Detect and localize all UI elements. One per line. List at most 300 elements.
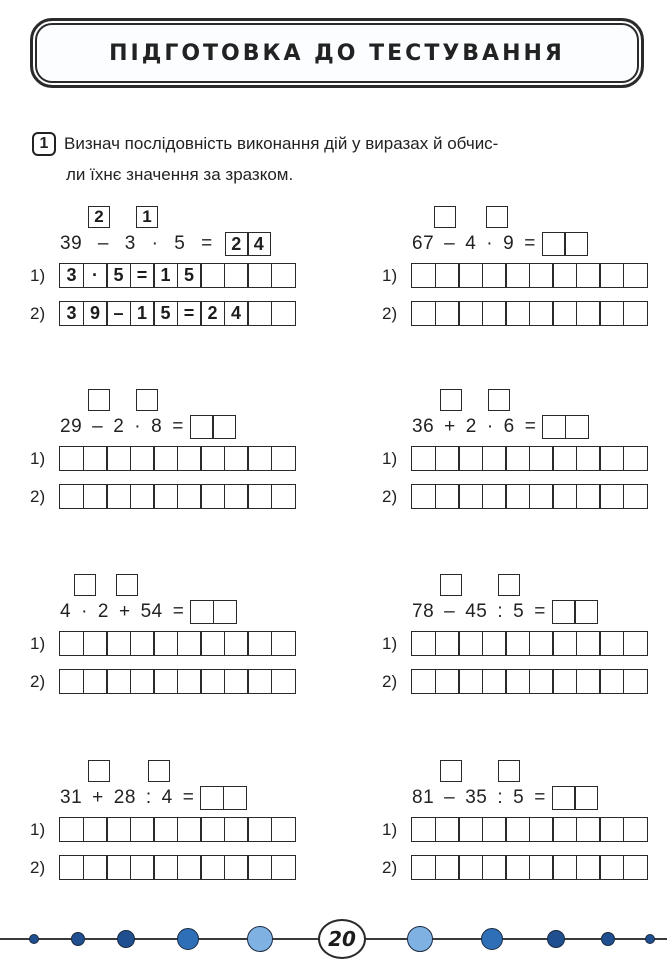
footer-dot bbox=[481, 928, 503, 950]
grid-cell[interactable] bbox=[552, 263, 577, 288]
operator: : bbox=[497, 601, 504, 623]
operand: 4 bbox=[161, 787, 173, 809]
step-label: 1) bbox=[382, 266, 398, 285]
grid-cell[interactable]: 5 bbox=[106, 263, 131, 288]
grid-cell[interactable] bbox=[576, 855, 601, 880]
grid-cell[interactable] bbox=[224, 855, 249, 880]
grid-cell[interactable] bbox=[411, 631, 436, 656]
grid-cell[interactable] bbox=[247, 446, 272, 471]
operand: 5 bbox=[513, 601, 525, 623]
operand: 35 bbox=[465, 787, 488, 809]
grid-cell[interactable] bbox=[411, 301, 436, 326]
grid-cell[interactable] bbox=[271, 669, 296, 694]
step-label: 2) bbox=[30, 858, 46, 877]
grid-cell[interactable] bbox=[83, 817, 108, 842]
grid-cell[interactable] bbox=[271, 631, 296, 656]
grid-cell[interactable] bbox=[552, 855, 577, 880]
grid-cell[interactable] bbox=[200, 669, 225, 694]
grid-cell[interactable] bbox=[106, 669, 131, 694]
grid-cell[interactable] bbox=[552, 817, 577, 842]
grid-cell[interactable] bbox=[247, 263, 272, 288]
answer-digit[interactable] bbox=[223, 786, 247, 810]
step-grid[interactable] bbox=[411, 631, 648, 657]
order-box[interactable]: 1 bbox=[136, 206, 158, 228]
footer-dot bbox=[601, 932, 615, 946]
grid-cell[interactable] bbox=[59, 484, 84, 509]
step-label: 2) bbox=[382, 858, 398, 877]
grid-cell[interactable] bbox=[576, 817, 601, 842]
answer-boxes[interactable] bbox=[552, 786, 599, 810]
grid-cell[interactable] bbox=[435, 669, 460, 694]
grid-cell[interactable] bbox=[599, 446, 624, 471]
footer-dot bbox=[71, 932, 85, 946]
grid-cell[interactable] bbox=[505, 446, 530, 471]
grid-cell[interactable] bbox=[458, 301, 483, 326]
grid-cell[interactable] bbox=[200, 631, 225, 656]
grid-cell[interactable] bbox=[505, 263, 530, 288]
step-grid[interactable] bbox=[59, 817, 296, 843]
step-grid[interactable] bbox=[59, 631, 296, 657]
operand: 4 bbox=[60, 601, 72, 623]
expression bbox=[60, 232, 271, 256]
grid-cell[interactable] bbox=[130, 669, 155, 694]
grid-cell[interactable] bbox=[153, 669, 178, 694]
grid-cell[interactable]: 5 bbox=[153, 301, 178, 326]
grid-cell[interactable] bbox=[83, 484, 108, 509]
grid-cell[interactable] bbox=[576, 263, 601, 288]
step-grid[interactable] bbox=[59, 301, 296, 327]
grid-cell[interactable] bbox=[599, 855, 624, 880]
answer-digit[interactable] bbox=[574, 600, 598, 624]
grid-cell[interactable] bbox=[482, 263, 507, 288]
step-grid[interactable] bbox=[411, 484, 648, 510]
order-box[interactable] bbox=[488, 389, 510, 411]
grid-cell[interactable] bbox=[599, 484, 624, 509]
grid-cell[interactable]: 1 bbox=[153, 263, 178, 288]
step-label: 1) bbox=[30, 820, 46, 839]
grid-cell[interactable] bbox=[552, 301, 577, 326]
grid-cell[interactable] bbox=[599, 669, 624, 694]
grid-cell[interactable] bbox=[177, 669, 202, 694]
operand: 3 bbox=[124, 233, 136, 255]
grid-cell[interactable] bbox=[505, 301, 530, 326]
expression bbox=[412, 600, 598, 624]
grid-cell[interactable] bbox=[411, 817, 436, 842]
grid-cell[interactable]: = bbox=[177, 301, 202, 326]
grid-cell[interactable] bbox=[130, 855, 155, 880]
operand: 36 bbox=[412, 416, 435, 438]
order-box[interactable] bbox=[88, 760, 110, 782]
step-label: 2) bbox=[30, 487, 46, 506]
task-number: 1 bbox=[32, 132, 56, 156]
grid-cell[interactable] bbox=[247, 484, 272, 509]
answer-boxes[interactable] bbox=[542, 232, 589, 256]
equals-sign: = bbox=[172, 416, 184, 438]
grid-cell[interactable] bbox=[106, 855, 131, 880]
expression bbox=[60, 786, 247, 810]
grid-cell[interactable] bbox=[200, 263, 225, 288]
answer-digit[interactable] bbox=[542, 415, 566, 439]
grid-cell[interactable] bbox=[458, 631, 483, 656]
step-grid[interactable] bbox=[411, 855, 648, 881]
grid-cell[interactable] bbox=[623, 855, 648, 880]
grid-cell[interactable] bbox=[529, 446, 554, 471]
grid-cell[interactable]: 2 bbox=[200, 301, 225, 326]
grid-cell[interactable] bbox=[435, 301, 460, 326]
answer-digit[interactable]: 4 bbox=[247, 232, 271, 256]
grid-cell[interactable] bbox=[411, 446, 436, 471]
grid-cell[interactable] bbox=[482, 817, 507, 842]
operand: 5 bbox=[513, 787, 525, 809]
step-label: 2) bbox=[30, 672, 46, 691]
grid-cell[interactable] bbox=[83, 669, 108, 694]
order-box[interactable] bbox=[116, 574, 138, 596]
step-grid[interactable] bbox=[411, 817, 648, 843]
grid-cell[interactable] bbox=[247, 669, 272, 694]
answer-digit[interactable] bbox=[213, 600, 237, 624]
equals-sign: = bbox=[172, 601, 185, 623]
answer-digit[interactable] bbox=[552, 786, 576, 810]
footer-dot bbox=[177, 928, 199, 950]
grid-cell[interactable] bbox=[106, 631, 131, 656]
grid-cell[interactable]: 5 bbox=[177, 263, 202, 288]
grid-cell[interactable] bbox=[599, 817, 624, 842]
step-label: 1) bbox=[382, 820, 398, 839]
grid-cell[interactable]: 3 bbox=[59, 263, 84, 288]
operand: 45 bbox=[465, 601, 488, 623]
grid-cell[interactable] bbox=[130, 631, 155, 656]
grid-cell[interactable] bbox=[482, 631, 507, 656]
step-grid[interactable] bbox=[411, 446, 648, 472]
grid-cell[interactable] bbox=[59, 631, 84, 656]
operand: 6 bbox=[503, 416, 515, 438]
grid-cell[interactable] bbox=[435, 631, 460, 656]
step-grid[interactable] bbox=[59, 855, 296, 881]
answer-digit[interactable] bbox=[542, 232, 566, 256]
operand: 31 bbox=[60, 787, 83, 809]
grid-cell[interactable] bbox=[200, 855, 225, 880]
step-label: 2) bbox=[382, 304, 398, 323]
grid-cell[interactable] bbox=[177, 817, 202, 842]
grid-cell[interactable] bbox=[482, 669, 507, 694]
operand: 67 bbox=[412, 233, 435, 255]
answer-digit[interactable] bbox=[574, 786, 598, 810]
grid-cell[interactable] bbox=[247, 817, 272, 842]
order-box[interactable] bbox=[440, 574, 462, 596]
operand: 2 bbox=[97, 601, 109, 623]
grid-cell[interactable] bbox=[529, 855, 554, 880]
grid-cell[interactable] bbox=[505, 817, 530, 842]
grid-cell[interactable] bbox=[435, 855, 460, 880]
order-box[interactable] bbox=[498, 574, 520, 596]
operator: : bbox=[145, 787, 152, 809]
grid-cell[interactable] bbox=[529, 263, 554, 288]
page-number: 20 bbox=[318, 919, 366, 959]
grid-cell[interactable] bbox=[59, 669, 84, 694]
operand: 39 bbox=[60, 233, 83, 255]
task-text-line1: Визнач послідовність виконання дій у виразах й обчис- bbox=[64, 134, 499, 153]
grid-cell[interactable]: · bbox=[83, 263, 108, 288]
order-box[interactable]: 2 bbox=[88, 206, 110, 228]
operand: 8 bbox=[151, 416, 163, 438]
operator: – bbox=[444, 233, 456, 255]
grid-cell[interactable] bbox=[529, 817, 554, 842]
grid-cell[interactable] bbox=[505, 484, 530, 509]
grid-cell[interactable] bbox=[529, 631, 554, 656]
operand: 54 bbox=[140, 601, 163, 623]
operator: · bbox=[486, 416, 494, 438]
answer-digit[interactable] bbox=[552, 600, 576, 624]
step-label: 1) bbox=[30, 449, 46, 468]
grid-cell[interactable] bbox=[177, 855, 202, 880]
grid-cell[interactable] bbox=[271, 446, 296, 471]
expression bbox=[412, 415, 589, 439]
step-label: 1) bbox=[30, 634, 46, 653]
answer-boxes[interactable] bbox=[225, 232, 272, 256]
footer-dot bbox=[117, 930, 135, 948]
operand: 29 bbox=[60, 416, 83, 438]
operator: + bbox=[118, 601, 131, 623]
step-grid[interactable] bbox=[59, 669, 296, 695]
grid-cell[interactable] bbox=[271, 817, 296, 842]
equals-sign: = bbox=[524, 233, 536, 255]
grid-cell[interactable] bbox=[200, 817, 225, 842]
step-grid[interactable] bbox=[411, 263, 648, 289]
step-label: 2) bbox=[382, 672, 398, 691]
step-grid[interactable] bbox=[59, 263, 296, 289]
order-box[interactable] bbox=[440, 760, 462, 782]
operator: · bbox=[134, 416, 142, 438]
grid-cell[interactable] bbox=[59, 446, 84, 471]
answer-digit[interactable] bbox=[200, 786, 224, 810]
step-label: 1) bbox=[382, 449, 398, 468]
grid-cell[interactable] bbox=[59, 817, 84, 842]
grid-cell[interactable] bbox=[153, 817, 178, 842]
grid-cell[interactable] bbox=[200, 484, 225, 509]
grid-cell[interactable] bbox=[552, 484, 577, 509]
grid-cell[interactable]: 4 bbox=[224, 301, 249, 326]
operator: – bbox=[444, 787, 456, 809]
operand: 78 bbox=[412, 601, 435, 623]
answer-boxes[interactable] bbox=[190, 415, 237, 439]
answer-digit[interactable] bbox=[564, 232, 588, 256]
footer-dot bbox=[29, 934, 39, 944]
operand: 2 bbox=[465, 416, 477, 438]
grid-cell[interactable] bbox=[247, 301, 272, 326]
grid-cell[interactable] bbox=[130, 484, 155, 509]
expression bbox=[412, 786, 598, 810]
grid-cell[interactable] bbox=[435, 484, 460, 509]
equals-sign: = bbox=[534, 601, 546, 623]
equals-sign: = bbox=[524, 416, 537, 438]
answer-boxes[interactable] bbox=[542, 415, 589, 439]
grid-cell[interactable] bbox=[59, 855, 84, 880]
grid-cell[interactable] bbox=[458, 446, 483, 471]
step-grid[interactable] bbox=[59, 446, 296, 472]
footer-dot bbox=[247, 926, 273, 952]
grid-cell[interactable] bbox=[505, 855, 530, 880]
expression bbox=[412, 232, 588, 256]
equals-sign: = bbox=[534, 787, 546, 809]
operator: + bbox=[444, 416, 456, 438]
answer-digit[interactable] bbox=[565, 415, 589, 439]
grid-cell[interactable] bbox=[271, 263, 296, 288]
grid-cell[interactable] bbox=[576, 631, 601, 656]
grid-cell[interactable] bbox=[623, 446, 648, 471]
grid-cell[interactable] bbox=[458, 669, 483, 694]
equals-sign: = bbox=[182, 787, 195, 809]
grid-cell[interactable] bbox=[83, 631, 108, 656]
grid-cell[interactable] bbox=[505, 669, 530, 694]
grid-cell[interactable] bbox=[599, 263, 624, 288]
operand: 4 bbox=[465, 233, 477, 255]
grid-cell[interactable] bbox=[482, 855, 507, 880]
order-box[interactable] bbox=[498, 760, 520, 782]
footer-dot bbox=[547, 930, 565, 948]
step-label: 2) bbox=[382, 487, 398, 506]
operand: 9 bbox=[503, 233, 515, 255]
grid-cell[interactable] bbox=[623, 817, 648, 842]
grid-cell[interactable] bbox=[552, 446, 577, 471]
grid-cell[interactable] bbox=[271, 301, 296, 326]
operator: · bbox=[151, 233, 159, 255]
grid-cell[interactable] bbox=[83, 446, 108, 471]
grid-cell[interactable] bbox=[458, 263, 483, 288]
operator: · bbox=[81, 601, 88, 623]
step-grid[interactable] bbox=[411, 669, 648, 695]
grid-cell[interactable] bbox=[271, 855, 296, 880]
grid-cell[interactable] bbox=[576, 446, 601, 471]
grid-cell[interactable] bbox=[482, 446, 507, 471]
answer-digit[interactable] bbox=[190, 600, 214, 624]
answer-boxes[interactable] bbox=[552, 600, 599, 624]
grid-cell[interactable] bbox=[153, 631, 178, 656]
order-box[interactable] bbox=[486, 206, 508, 228]
grid-cell[interactable] bbox=[224, 484, 249, 509]
grid-cell[interactable] bbox=[177, 446, 202, 471]
equals-sign: = bbox=[201, 233, 213, 255]
answer-boxes[interactable] bbox=[200, 786, 247, 810]
grid-cell[interactable] bbox=[552, 669, 577, 694]
grid-cell[interactable] bbox=[458, 484, 483, 509]
grid-cell[interactable]: 1 bbox=[130, 301, 155, 326]
grid-cell[interactable] bbox=[576, 484, 601, 509]
grid-cell[interactable] bbox=[153, 446, 178, 471]
grid-cell[interactable] bbox=[623, 301, 648, 326]
grid-cell[interactable]: = bbox=[130, 263, 155, 288]
grid-cell[interactable] bbox=[529, 669, 554, 694]
grid-cell[interactable] bbox=[623, 263, 648, 288]
step-grid[interactable] bbox=[59, 484, 296, 510]
grid-cell[interactable] bbox=[458, 855, 483, 880]
grid-cell[interactable] bbox=[435, 446, 460, 471]
grid-cell[interactable] bbox=[576, 301, 601, 326]
order-box[interactable] bbox=[136, 389, 158, 411]
grid-cell[interactable] bbox=[177, 631, 202, 656]
grid-cell[interactable] bbox=[247, 631, 272, 656]
operator: – bbox=[97, 233, 109, 255]
grid-cell[interactable] bbox=[153, 484, 178, 509]
grid-cell[interactable] bbox=[247, 855, 272, 880]
order-box[interactable] bbox=[148, 760, 170, 782]
answer-boxes[interactable] bbox=[190, 600, 237, 624]
grid-cell[interactable] bbox=[224, 263, 249, 288]
grid-cell[interactable] bbox=[529, 484, 554, 509]
answer-digit[interactable]: 2 bbox=[225, 232, 249, 256]
operator: · bbox=[486, 233, 494, 255]
grid-cell[interactable] bbox=[458, 817, 483, 842]
grid-cell[interactable] bbox=[482, 301, 507, 326]
step-label: 1) bbox=[30, 266, 46, 285]
expression bbox=[60, 415, 236, 439]
grid-cell[interactable] bbox=[411, 484, 436, 509]
order-box[interactable] bbox=[440, 389, 462, 411]
grid-cell[interactable] bbox=[130, 446, 155, 471]
operand: 2 bbox=[113, 416, 125, 438]
grid-cell[interactable] bbox=[224, 817, 249, 842]
operator: : bbox=[497, 787, 504, 809]
grid-cell[interactable]: 3 bbox=[59, 301, 84, 326]
grid-cell[interactable] bbox=[224, 669, 249, 694]
footer-dot bbox=[645, 934, 655, 944]
grid-cell[interactable] bbox=[106, 817, 131, 842]
grid-cell[interactable] bbox=[623, 631, 648, 656]
grid-cell[interactable] bbox=[153, 855, 178, 880]
grid-cell[interactable] bbox=[576, 669, 601, 694]
grid-cell[interactable] bbox=[435, 817, 460, 842]
task-text-line2: ли їхнє значення за зразком. bbox=[66, 165, 294, 184]
grid-cell[interactable] bbox=[411, 669, 436, 694]
order-box[interactable] bbox=[74, 574, 96, 596]
grid-cell[interactable] bbox=[482, 484, 507, 509]
grid-cell[interactable] bbox=[411, 263, 436, 288]
answer-digit[interactable] bbox=[212, 415, 236, 439]
order-box[interactable] bbox=[434, 206, 456, 228]
grid-cell[interactable] bbox=[623, 669, 648, 694]
grid-cell[interactable] bbox=[623, 484, 648, 509]
grid-cell[interactable] bbox=[435, 263, 460, 288]
grid-cell[interactable] bbox=[224, 446, 249, 471]
grid-cell[interactable]: 9 bbox=[83, 301, 108, 326]
operator: + bbox=[92, 787, 104, 809]
grid-cell[interactable] bbox=[177, 484, 202, 509]
grid-cell[interactable] bbox=[599, 631, 624, 656]
grid-cell[interactable] bbox=[200, 446, 225, 471]
grid-cell[interactable] bbox=[599, 301, 624, 326]
title-banner bbox=[30, 18, 644, 88]
grid-cell[interactable]: – bbox=[106, 301, 131, 326]
grid-cell[interactable] bbox=[106, 484, 131, 509]
expression bbox=[60, 600, 237, 624]
grid-cell[interactable] bbox=[529, 301, 554, 326]
operator: – bbox=[444, 601, 456, 623]
grid-cell[interactable] bbox=[271, 484, 296, 509]
grid-cell[interactable] bbox=[224, 631, 249, 656]
operand: 5 bbox=[174, 233, 186, 255]
operand: 81 bbox=[412, 787, 435, 809]
step-label: 2) bbox=[30, 304, 46, 323]
grid-cell[interactable] bbox=[106, 446, 131, 471]
answer-digit[interactable] bbox=[190, 415, 214, 439]
grid-cell[interactable] bbox=[83, 855, 108, 880]
grid-cell[interactable] bbox=[552, 631, 577, 656]
order-box[interactable] bbox=[88, 389, 110, 411]
grid-cell[interactable] bbox=[411, 855, 436, 880]
grid-cell[interactable] bbox=[130, 817, 155, 842]
step-grid[interactable] bbox=[411, 301, 648, 327]
grid-cell[interactable] bbox=[505, 631, 530, 656]
operand: 28 bbox=[113, 787, 136, 809]
